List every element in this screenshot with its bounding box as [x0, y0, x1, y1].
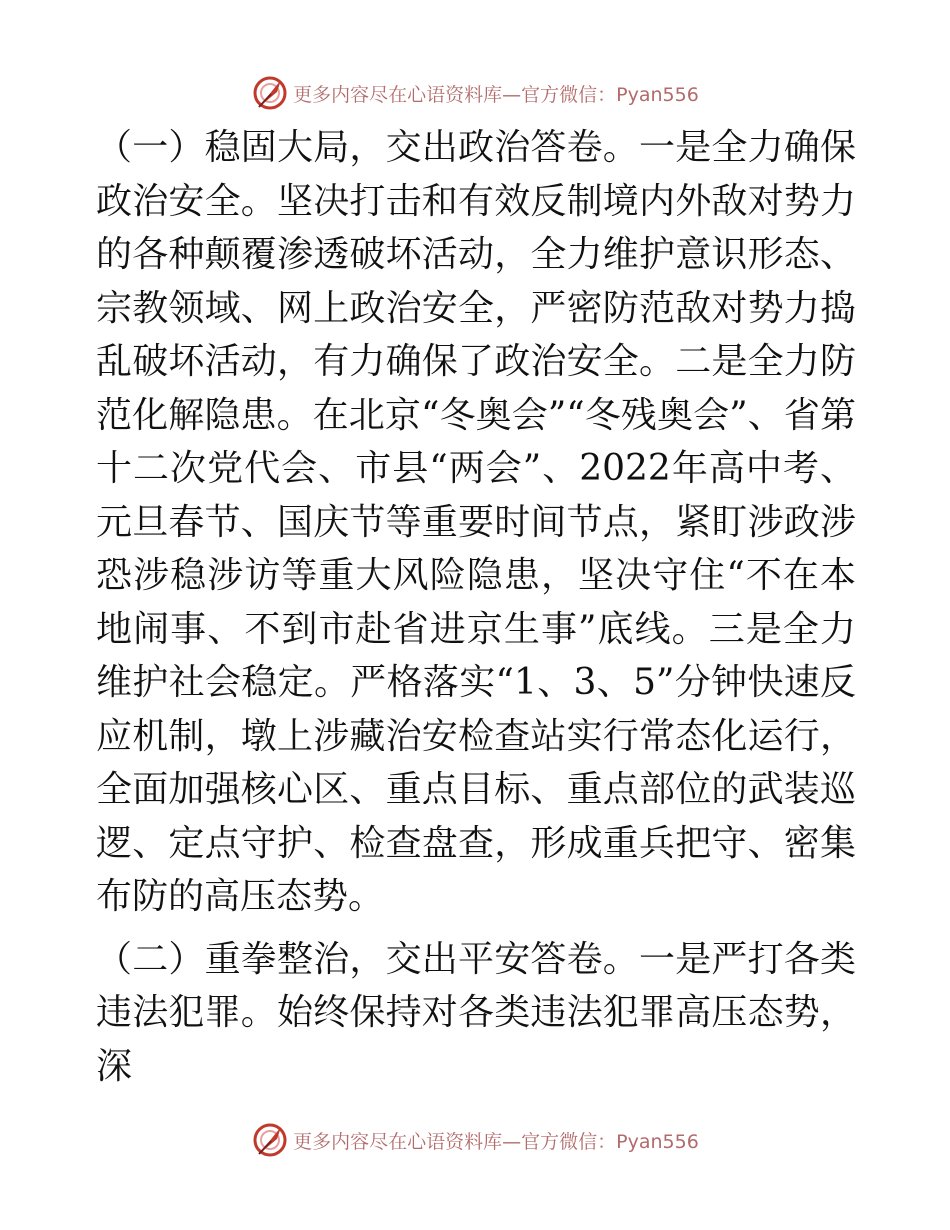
quill-pen-logo-icon	[251, 1121, 289, 1159]
banner-text: 更多内容尽在心语资料库—官方微信：Pyan556	[293, 1130, 699, 1153]
footer-banner	[0, 1117, 950, 1163]
banner-text: 更多内容尽在心语资料库—官方微信：Pyan556	[293, 83, 699, 106]
header-banner	[0, 70, 950, 116]
document-body	[96, 121, 856, 1093]
quill-pen-logo-icon	[251, 74, 289, 112]
paragraph: （二）重拳整治，交出平安答卷。一是严打各类违法犯罪。始终保持对各类违法犯罪高压态势，深	[96, 938, 856, 1087]
paragraph: （一）稳固大局，交出政治答卷。一是全力确保政治安全。坚决打击和有效反制境内外敌对势力的各种颠覆渗透破坏活动，全力维护意识形态、宗教领域、网上政治安全，严密防范敌对势力捣乱破坏活动，有力确保了政治安全。二是全力防范化解隐患。在北京“冬奥会”“冬残奥会”、省第十二次党代会、市县“两会”、2022年高中考、元旦春节、国庆节等重要时间节点，紧盯涉政涉恐涉稳涉访等重大风险隐患，坚决守住“不在本地闹事、不到市赴省进京生事”底线。三是全力维护社会稳定。严格落实“1、3、5”分钟快速反应机制，墩上涉藏治安检查站实行常态化运行，全面加强核心区、重点目标、重点部位的武装巡逻、定点守护、检查盘查，形成重兵把守、密集布防的高压态势。	[96, 127, 856, 917]
